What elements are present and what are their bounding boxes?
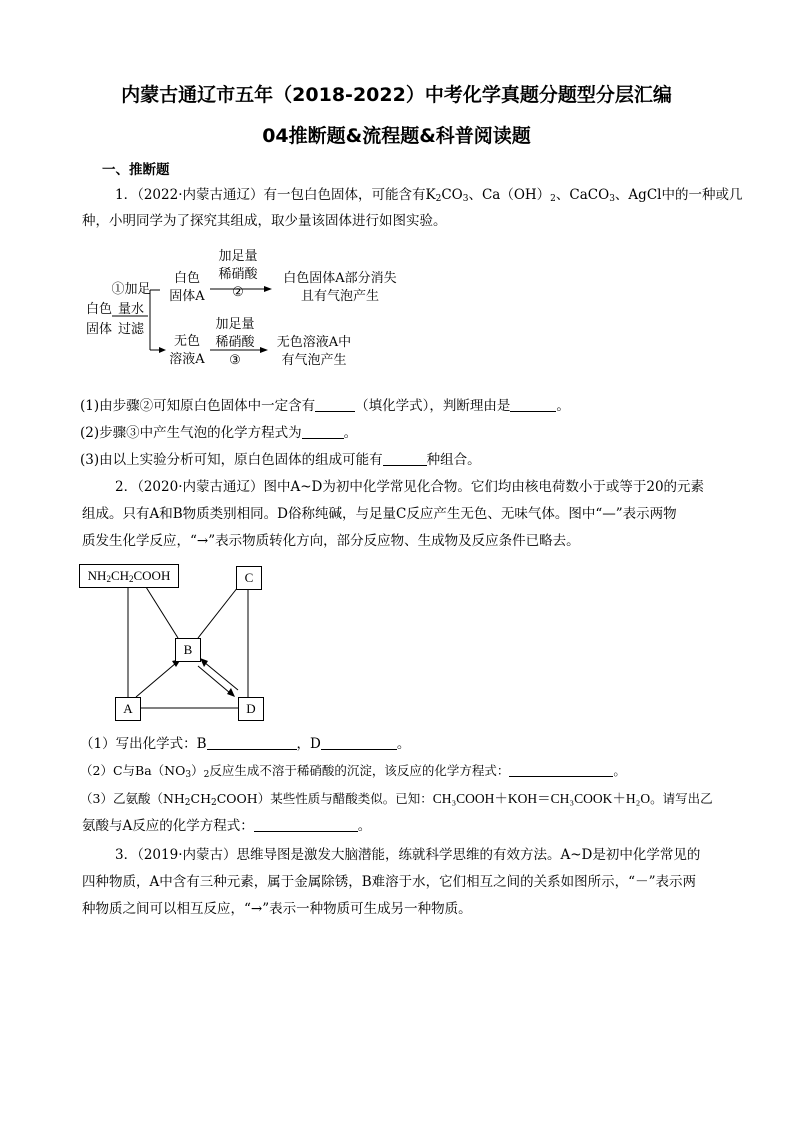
answer-blank[interactable] xyxy=(254,817,358,832)
q1-sub1: (1)由步骤②可知原白色固体中一定含有 （填化学式），判断理由是 。 xyxy=(80,398,570,414)
answer-blank[interactable] xyxy=(509,762,613,777)
q2-intro-line3: 质发生化学反应，“→”表示物质转化方向，部分反应物、生成物及反应条件已略去。 xyxy=(82,533,580,549)
q3-intro-line1: 3．（2019·内蒙古）思维导图是激发大脑潜能，练就科学思维的有效方法。A~D是初中化学常见的 xyxy=(115,847,701,863)
q2-sub3-line2: 氨酸与A反应的化学方程式： 。 xyxy=(82,818,372,834)
q1-sub3: (3)由以上实验分析可知，原白色固体的组成可能有 种组合。 xyxy=(80,452,481,468)
q2-intro-line1: 2．（2020·内蒙古通辽）图中A~D为初中化学常见化合物。它们均由核电荷数小于或等于20的元素 xyxy=(115,479,705,495)
page-title-line2: 04推断题&流程题&科普阅读题 xyxy=(262,125,531,147)
page-title-line1: 内蒙古通辽市五年（2018-2022）中考化学真题分题型分层汇编 xyxy=(121,84,672,106)
answer-blank[interactable] xyxy=(207,735,297,750)
q3-intro-line3: 种物质之间可以相互反应，“→”表示一种物质可生成另一种物质。 xyxy=(82,901,472,917)
flow-white-solid-a: 白色 固体A xyxy=(169,271,205,304)
q2-sub2: （2）C与$Ba(NO_3)_2$反应生成不溶于稀硝酸的沉淀，该反应的化学方程式： 。 xyxy=(80,763,626,780)
node-a: A xyxy=(115,697,141,721)
flow-top-reagent: 加足量 稀硝酸 ② xyxy=(218,249,258,300)
answer-blank[interactable] xyxy=(321,735,397,750)
q3-intro-line2: 四种物质，A中含有三种元素，属于金属除锈，B难溶于水，它们相互之间的关系如图所示，“－”表示两 xyxy=(82,874,696,890)
flow-bottom-result: 无色溶液A中 有气泡产生 xyxy=(276,335,352,368)
q2-sub3-line1: （3）乙氨酸$(NH_2CH_2COOH)$某些性质与醋酸类似。已知：CH₃COOH＋KOH＝CH₃COOK＋H₂O。请写出乙 xyxy=(80,791,713,808)
q2-sub1: （1）写出化学式：B ，D 。 xyxy=(80,736,411,752)
flow-bottom-reagent: 加足量 稀硝酸 ③ xyxy=(215,317,255,368)
q2-intro-line2: 组成。只有A和B物质类别相同。D俗称纯碱，与足量C反应产生无色、无味气体。图中“—”表示两物 xyxy=(82,506,677,522)
q1-sub2: (2)步骤③中产生气泡的化学方程式为 。 xyxy=(80,425,358,441)
node-b: B xyxy=(175,638,201,662)
given-equation: CH₃COOH＋KOH＝CH₃COOK＋H₂O xyxy=(432,791,651,806)
node-glycine: $NH_2CH_2COOH$ xyxy=(79,564,179,588)
flow-colorless-solution-a: 无色 溶液A xyxy=(169,334,205,367)
node-c: C xyxy=(236,566,262,590)
flow-top-result: 白色固体A部分消失 且有气泡产生 xyxy=(283,271,397,304)
node-d: D xyxy=(238,697,264,721)
flow-start-label: 白色 固体 xyxy=(85,302,112,337)
flow-step1-label: ①加足 量水 过滤 xyxy=(111,282,151,337)
q1-intro-line2: 种，小明同学为了探究其组成，取少量该固体进行如图实验。 xyxy=(82,213,447,229)
section-heading: 一、推断题 xyxy=(102,162,170,178)
q1-intro-line1: 1．（2022·内蒙古通辽）有一包白色固体，可能含有$K_2CO_3$、$Ca(OH)_2$、CaCO$_3$、AgCl中的一种或几 xyxy=(115,187,743,204)
